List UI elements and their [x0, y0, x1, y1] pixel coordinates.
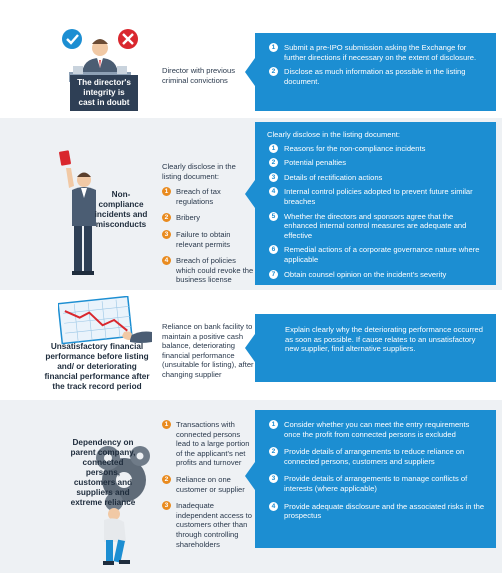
number-badge: 6	[269, 245, 278, 254]
checkmark-icon	[62, 29, 82, 49]
panel-item-text: Details of rectification actions	[284, 172, 383, 182]
list-item	[269, 187, 486, 206]
row-label: Non-compliance incidents and misconducts	[94, 190, 148, 229]
list-item	[269, 173, 486, 183]
middle-intro: Clearly disclose in the listing document:	[162, 162, 236, 181]
middle-item-text: Breach of tax regulations	[176, 187, 221, 206]
number-badge: 3	[269, 173, 278, 182]
number-badge: 3	[162, 230, 171, 239]
list-item	[162, 230, 254, 249]
list-item	[162, 256, 254, 285]
list-item	[162, 420, 254, 468]
middle-item-text: Reliance on one customer or supplier	[176, 474, 245, 494]
panel-item-text: Provide details of arrangements to manage conflicts of interests (where applicable)	[284, 474, 468, 493]
list-item	[269, 447, 486, 466]
list-item	[269, 245, 486, 264]
middle-column	[162, 66, 250, 85]
number-badge: 1	[162, 420, 171, 429]
row-label: Unsatisfactory financial performance before listing and/ or deteriorating financial performance after the track record period	[44, 342, 150, 391]
panel-item-text: Whether the directors and sponsors agree that the enhanced internal control measures are adequate and effective	[284, 211, 467, 240]
panel-item-text: Disclose as much information as possible in the listing document.	[284, 67, 466, 86]
number-badge: 1	[269, 420, 278, 429]
number-badge: 5	[269, 212, 278, 221]
number-badge: 4	[162, 256, 171, 265]
guidance-panel	[255, 122, 496, 285]
row-non-compliance	[0, 118, 502, 290]
panel-item-text: Internal control policies adopted to prevent future similar breaches	[284, 187, 473, 206]
row-dependency	[0, 400, 502, 573]
panel-arrow	[245, 180, 255, 208]
number-badge: 1	[269, 43, 278, 52]
row-financial-performance	[0, 290, 502, 400]
list-item	[269, 270, 486, 280]
list-item	[269, 158, 486, 168]
middle-intro: Director with previous criminal convictions	[162, 66, 236, 85]
number-badge: 7	[269, 270, 278, 279]
number-badge: 1	[162, 187, 171, 196]
middle-item-text: Transactions with connected persons lead to a large portion of the applicant's net profits and turnover	[176, 420, 250, 468]
panel-item-text: Provide adequate disclosure and the associated risks in the prospectus	[284, 501, 485, 521]
list-item	[162, 501, 254, 549]
panel-arrow	[245, 462, 255, 490]
middle-intro: Reliance on bank facility to maintain a positive cash balance, deteriorating financial performance (unsuitable for listing), after changing supplier	[162, 322, 254, 379]
burdened-man-icon	[103, 508, 130, 565]
middle-item-text: Bribery	[176, 213, 201, 223]
list-item	[162, 213, 254, 223]
list-item	[269, 43, 486, 62]
list-item	[269, 502, 486, 521]
number-badge: 3	[162, 501, 171, 510]
cross-icon	[118, 29, 138, 49]
middle-item-text: Failure to obtain relevant permits	[176, 229, 231, 249]
list-item	[269, 474, 486, 493]
list-item	[269, 420, 486, 439]
row-director-integrity	[0, 0, 502, 118]
middle-column	[162, 322, 254, 380]
panel-arrow	[245, 58, 255, 86]
panel-item-text: Obtain counsel opinion on the incident's severity	[284, 269, 447, 279]
number-badge: 2	[162, 475, 171, 484]
panel-item-text: Potential penalties	[284, 158, 347, 168]
list-item	[269, 144, 486, 154]
row-label: Dependency on parent company, connected persons, customers and suppliers and extreme reliance	[70, 438, 136, 507]
list-item	[162, 475, 254, 494]
panel-item-text: Submit a pre-IPO submission asking the Exchange for further directions if necessary on the extent of disclosure.	[284, 43, 477, 62]
middle-item-text: Breach of policies which could revoke the business license	[176, 256, 254, 285]
middle-column	[162, 162, 254, 292]
number-badge: 4	[269, 187, 278, 196]
row-label: The director's integrity is cast in doubt	[70, 75, 138, 111]
guidance-panel	[255, 410, 496, 548]
red-card-icon	[59, 150, 71, 166]
number-badge: 4	[269, 502, 278, 511]
guidance-panel	[255, 314, 496, 382]
panel-arrow	[245, 334, 255, 362]
panel-item-text: Reasons for the non-compliance incidents	[284, 143, 426, 153]
panel-item-text: Consider whether you can meet the entry requirements once the profit from connected persons is excluded	[284, 420, 470, 439]
list-item	[269, 67, 486, 86]
number-badge: 1	[269, 144, 278, 153]
number-badge: 2	[162, 213, 171, 222]
panel-item-text: Explain clearly why the deteriorating performance occurred as soon as possible. If cause relates to an unsatisfactory new supplier, find alternative suppliers.	[285, 325, 483, 354]
list-item	[162, 187, 254, 206]
middle-item-text: Inadequate independent access to customers other than through controlling shareholders	[176, 501, 252, 549]
number-badge: 2	[269, 447, 278, 456]
panel-item-text: Provide details of arrangements to reduce reliance on connected persons, customers and suppliers	[284, 447, 465, 466]
number-badge: 2	[269, 158, 278, 167]
panel-intro: Clearly disclose in the listing document:	[267, 130, 400, 139]
middle-column	[162, 420, 254, 556]
panel-item-text: Remedial actions of a corporate governance nature where applicable	[284, 245, 480, 264]
guidance-panel	[255, 33, 496, 111]
declining-chart-icon	[58, 296, 132, 343]
chart-illustration	[58, 296, 158, 348]
number-badge: 3	[269, 474, 278, 483]
list-item	[269, 212, 486, 241]
number-badge: 2	[269, 67, 278, 76]
